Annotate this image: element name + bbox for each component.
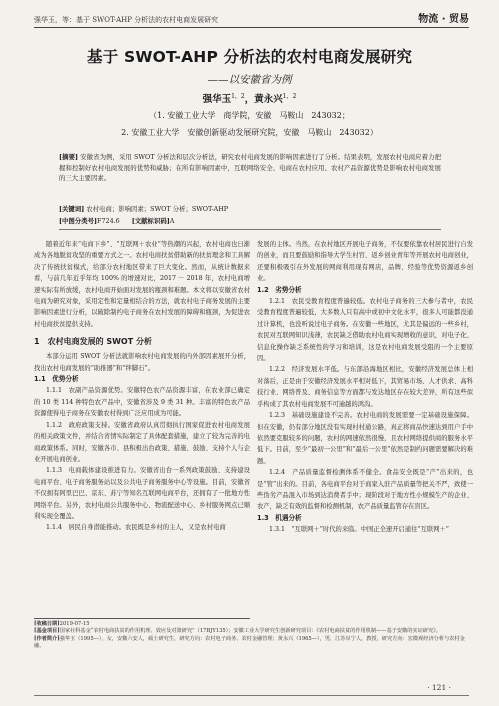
document-code	[132, 216, 175, 225]
received-label: [收稿日期]	[34, 621, 60, 627]
author-bio-label: [作者简介]	[34, 635, 60, 642]
intro-paragraph: 随着近年来“电商下乡”、“互联网＋农业”等热潮的兴起，农村电商也日渐成为各地脱贫攻坚的重要方式之一。农村电商扶贫借助新的扶贫理念和工具解决了传统扶贫模式，给部分农村地区带来了巨大变化。然而，从统计数据来看，与前几年近乎年均 100% 的增速对比，2017 － 2018 年，农村电商增速实际有所放缓，农村电商开始面对发展的瓶颈和难题。本文将以安徽省农村电商为研究对象，采用定性和定量相结合的方法，就农村电子商务发展的主要影响因素进行分析，以破除制约电子商务在农村发展的障碍和瓶颈，为促进农村电商扶贫提供支持。	[34, 241, 250, 328]
author-1-affiliation-mark: 1，2	[231, 93, 245, 100]
author-line	[0, 91, 499, 105]
received-date: 2019-07-15	[59, 621, 90, 627]
body-paragraph: 1.1.3 电商载体建设推进有力。安徽省出台一系列政策鼓励、支持建设电商平台、电子商务服务站以及公共电子商务服务中心等设施。目前，安徽省不仅拥有阿里巴巴、京东、苏宁等知名互联网电商平台，还拥有了一批地方性网络平台。另外，农村电商公共服务中心、物流配送中心、乡村服务网点已顺利实现全覆盖。	[34, 467, 250, 520]
body-paragraph-continued: 发展的主体。当然，在农村地区开展电子商务，不仅要依靠农村居民进行自发的创业，而且要鼓励和指导大学生村官、返乡创业青年等开展农村电商创业，还要积极吸引在外发展的网商利用现有网店，品牌、经验等优势资源返乡创业。	[257, 241, 473, 283]
fund-text: 国家社科基金“农村电商扶贫的作用机理、效应及对策研究”（17BJY135）；安徽工业大学研究生创新研究项目：《农村电商扶贫的作用机制——基于安徽的实证研究》。	[59, 628, 441, 634]
page-number: · 121 ·	[427, 683, 451, 692]
paper-subtitle: ——以安徽省为例	[207, 74, 292, 86]
document-code-value: A	[169, 217, 175, 225]
body-paragraph: 1.2.1 农民受教育程度普遍较低。农村电子商务的三大参与者中，农民受教育程度普遍较低，大多数人只有高中或初中文化水平，很多人可能都没通过计算机，也没听说过电子商务。在安徽一些地区，尤其是偏远的一些乡村，农民对互联网知识浅薄，农民缺乏借助农村电商实现增收的意识，对电子化、信息化操作缺乏系统性的学习和培训，这是农村电商发展受阻的一个主要原因。	[257, 298, 473, 363]
subsection-heading-1-2: 1.2 劣势分析	[257, 285, 302, 294]
abstract-rule	[59, 229, 441, 230]
abstract	[59, 152, 441, 184]
header-rule	[34, 27, 469, 28]
section-heading-1: 1 农村电商发展的 SWOT 分析	[34, 337, 152, 347]
keywords	[59, 204, 441, 213]
body-paragraph: 1.3.1 “互联网＋”时代的来临。中国正全速开启通往“互联网＋”	[269, 526, 450, 534]
bottom-rule	[34, 695, 469, 696]
body-paragraph: 1.2.4 产品质量监督检测体系不健全。食品安全既是“产”出来的，也是“管”出来的。目前，各电商平台对于商家入驻产品质量等把关不严，致使一些伪劣产品混入市场到达消费者手中；现阶段对于地方性小规模生产的企业、农产，缺乏有效的监督和检测机制，农产品质量监管存在盲区。	[257, 469, 473, 511]
author-separator: ，	[244, 94, 255, 106]
author-1: 强华玉	[202, 94, 232, 106]
running-head-citation: 强华玉，等：基于 SWOT-AHP 分析法的农村电商发展研究	[34, 16, 219, 24]
running-head	[34, 9, 469, 25]
affiliation-2: 2. 安徽工业大学 安徽创新驱动发展研究院，安徽 马鞍山 243032）	[121, 128, 378, 137]
clc-label: [中图分类号]	[59, 217, 98, 225]
right-column	[257, 239, 473, 675]
clc-code	[59, 216, 120, 225]
body-paragraph: 1.1.1 农副产品资源优势。安徽特色农产品资源丰富，在农业部已确定的 10 类 114 种特色农产品中，安徽省涉及 9 类 31 种。丰富的特色农产品资源使得电子商务在安徽农村得到广泛应用成为可能。	[34, 387, 250, 418]
keywords-label: [关键词]	[59, 205, 85, 213]
footnote-author	[34, 636, 469, 651]
body-paragraph: 1.1.4 居民自身潜能推动。农民既是乡村的主人，又是农村电商	[46, 524, 226, 532]
affiliation-1: （1. 安徽工业大学 商学院，安徽 马鞍山 243032；	[149, 111, 350, 120]
body-paragraph: 1.2.2 经济发展水平低。与东部沿海地区相比，安徽经济发展总体上相对落后，正是由于安徽经济发展水平相对低下，其贸易市场、人才供求、高科技行业、网络普及、商务信息等方面都与发达地区存在较大差异，所有这些似乎构成了其农村电商发展不可逾越的鸿沟。	[257, 366, 473, 408]
footnote-fund	[34, 628, 469, 636]
left-column	[34, 239, 250, 595]
body-paragraph: 本部分运用 SWOT 分析法就影响农村电商发展的内外部因素展开分析，找出农村电商发展的“助推器”和“绊脚石”。	[34, 353, 250, 372]
paper-title: 基于 SWOT-AHP 分析法的农村电商发展研究	[86, 48, 413, 66]
classification	[59, 216, 441, 225]
body-paragraph: 1.2.3 基础设施建设不完善。农村电商的发展需要一定基础设施保障。但在安徽，仍有部分地区没有实现村村通公路，真正将商品快速达到用户手中依然要克服较多的问题，农村的网速依然很慢，且农村网络提供商的服务水平低下。目前，至少“最初一公里”和“最后一公里”依然是制约问题需要解决的难题。	[257, 412, 473, 465]
keywords-text: 农村电商；影响因素；SWOT 分析；SWOT-AHP	[86, 205, 229, 213]
footnote-rule	[34, 618, 250, 619]
running-head-section: 物流 · 贸易	[418, 14, 469, 25]
fund-label: [基金项目]	[34, 628, 60, 634]
author-2-affiliation-mark: 1，2	[282, 93, 297, 100]
abstract-label: [摘要]	[59, 153, 79, 161]
document-code-label: [文献标识码]	[131, 217, 170, 225]
author-bio-text: 强华玉（1995—），女，安徽六安人，硕士研究生，研究方向：农村电子商务、农村金融管理；黄永兴（1965—），男，江苏阜宁人，教授，研究方向：宏微观经济分析与农村金融。	[34, 635, 465, 650]
author-2: 黄永兴	[254, 94, 283, 106]
subsection-heading-1-1: 1.1 优势分析	[34, 375, 79, 384]
clc-value: F724.6	[97, 217, 120, 225]
abstract-text: 安徽省为例，采用 SWOT 分析法和层次分析法，研究农村电商发展的影响因素进行了分析。结果表明，发展农村电商应着力把握和控制好农村电商发展的优势和威胁；在所有影响因素中，互联网络安全、电商在农村应用、农村产品资源优势是影响农村电商发展的三大主要因素。	[59, 153, 441, 182]
body-paragraph: 1.1.2 政府政策支持。安徽省政府认真贯彻执行国家促进农村电商发展的相关政策文件，并结合省情实际制定了具体配套措施，建立了较为完善的电商政策体系。同时，安徽各市、县积极出台政策、措施、鼓励、支持个人与企业开展电商创业。	[34, 421, 250, 463]
footnote-body	[34, 628, 469, 651]
subsection-heading-1-3: 1.3 机遇分析	[257, 513, 302, 522]
